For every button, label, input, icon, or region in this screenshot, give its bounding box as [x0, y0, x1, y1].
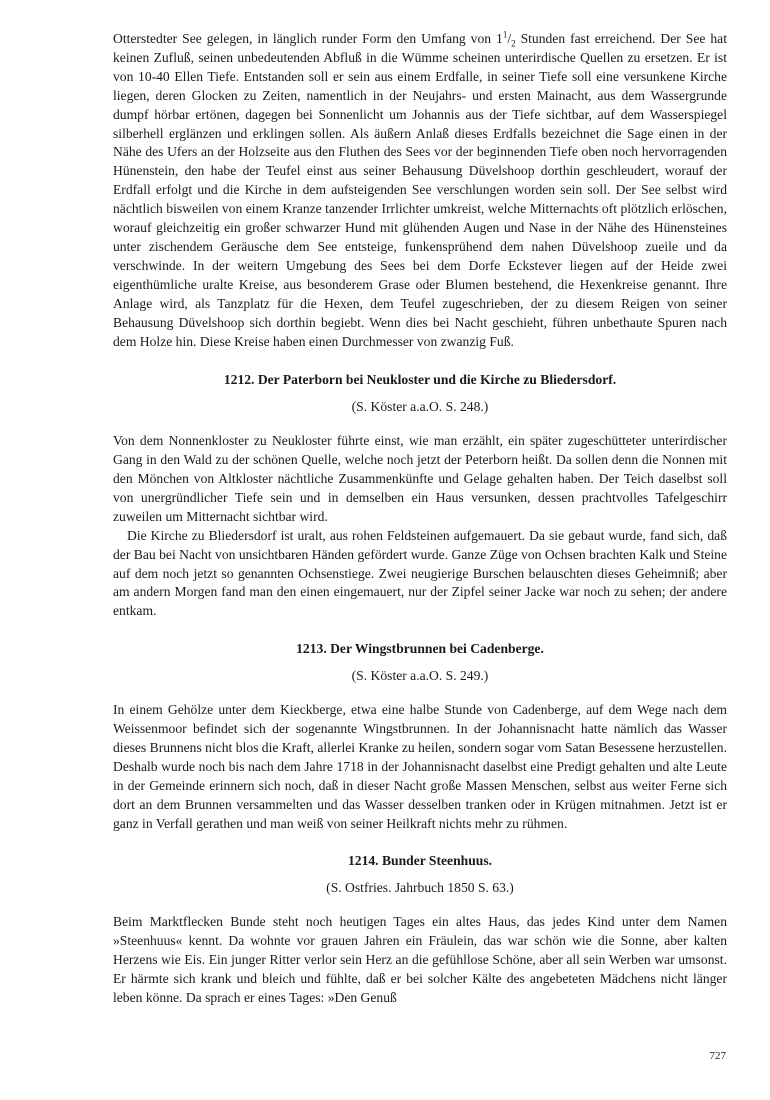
section-title-1214: 1214. Bunder Steenhuus.: [347, 853, 493, 869]
section-source-1212: (S. Köster a.a.O. S. 248.): [351, 399, 489, 415]
section-1213-paragraph-1: In einem Gehölze unter dem Kieckberge, etwa eine halbe Stunde von Cadenberge, auf dem Wege nach dem Weissenmoor befindet sich der sogenannte Wingstbrunnen. In der Johannisnacht hatte nämlich das Wasser dieses Brunnens nicht blos die Kraft, allerlei Kranke zu heilen, sondern sogar vom Satan Besessene herzustellen. Deshalb wurde noch bis nach dem Jahre 1718 in der Johannisnacht daselbst eine Predigt gehalten und alte Leute in der Gemeinde erinnern sich noch, daß in dieser Nacht große Massen Menschen, selbst aus weiter Ferne sich dort an dem Brunnen versammelten und das Wasser desselben tranken oder in Krügen mitnahmen. Jetzt ist er ganz in Verfall gerathen und man weiß von seiner Heilkraft nichts mehr zu rühmen.: [113, 702, 727, 831]
fraction-slash: /: [507, 31, 512, 46]
section-1212-paragraph-2: Die Kirche zu Bliedersdorf ist uralt, aus rohen Feldsteinen aufgemauert. Da sie gebaut wurde, fand sich, daß der Bau bei Nacht von unsichtbaren Händen gefördert wurde. Ganze Züge von Ochsen brachten Kalk und Steine auf dem noch jetzt so genannten Ochsenstiege. Zwei neugierige Burschen belauschten dieses Geheimniß; aber am andern Morgen fand man den einen eingemauert, nur der Zipfel seiner Jacke war noch zu sehen; der andere entkam.: [113, 527, 727, 619]
section-source-1213: (S. Köster a.a.O. S. 249.): [351, 668, 489, 684]
section-1212-paragraph-1: Von dem Nonnenkloster zu Neukloster führte einst, wie man erzählt, ein später zugeschütteter unterirdischer Gang in den Wald zu der schönen Quelle, welche noch jetzt der Peterborn heißt. Da sollen denn die Nonnen mit den Mönchen von Altkloster nächtliche Zusammenkünfte und Gelage gehalten haben. Der Teich daselbst soll von unergründlicher Tiefe sein und in demselben ein Haus versunken, dessen prachtvolles Tafelgeschirr zuweilen um Mitternacht sichtbar wird.: [113, 433, 727, 524]
intro-paragraph: Otterstedter See gelegen, in länglich runder Form den Umfang von $1^1/_2$ Stunden fast erreichend. Der See hat keinen Zufluß, seinen unbedeutenden Abfluß in die Wümme scheinen unterirdische Quellen zu ersetzen. Er ist von 10-40 Ellen Tiefe. Entstanden soll er sein aus einem Erdfalle, in seiner Tiefe soll eine versunkene Kirche liegen, deren Glocken zu Zeiten, namentlich in der Neujahrs- und ersten Mainacht, aus dem Wassergrunde dumpf hörbar ertönen, dagegen bei Sonnenlicht um Johannis aus der Tiefe sichtbar, auf dem Wasserspiegel silberhell erglänzen und erklingen sollen. Als äußern Anlaß dieses Erdfalls bezeichnet die Sage einen in der Nähe des Ufers an der Holzseite aus den Fluthen des Sees vor der beginnenden Tiefe oben noch hervorragenden Hünenstein, den habe der Teufel einst aus seiner Behausung Düvelshoop dorthin geschleudert, worauf der Erdfall erfolgt und die Kirche in dem aufsteigenden See verschlungen worden sein soll. Der See selbst wird nächtlich bisweilen von einem Kranze tanzender Irrlichter umkreist, welche Mitternachts oft plötzlich erlöschen, worauf gleichzeitig ein großer schwarzer Hund mit glühenden Augen und Nase in der Nähe des Hünensteines unter zischendem Geräusche dem See entsteige, funkensprühend dem nahen Düvelshoop zueile und da verschwinde. In der weitern Umgebung des Sees bei dem Dorfe Eckstever liegen auf der Heide zwei eigenthümliche uralte Kreise, aus besonderem Grase oder Blumen bestehend, die Hexenkreise genannt. Ihre Anlage wird, als Tanzplatz für die Hexen, dem Teufel zugeschrieben, der zu diesem Reigen von seiner Behausung Düvelshoop sich dorthin begiebt. Wenn dies bei Nacht geschieht, führen unbethaute Spuren nach dem Holze hin. Diese Kreise haben einen Durchmesser von zwanzig Fuß.: [113, 29, 727, 349]
document-page: [113, 30, 727, 1008]
section-1214-paragraph-1: Beim Marktflecken Bunde steht noch heutigen Tages ein altes Haus, das jedes Kind unter dem Namen »Steenhuus« kennt. Da wohnte vor grauen Jahren ein Fräulein, das war schön wie die Sonne, aber kalten Herzens wie Eis. Ein junger Ritter verlor sein Herz an die gefühllose Schöne, aber all sein Werben war umsonst. Er härmte sich krank und bleich und fühlte, daß er bei solcher Kälte des angebeteten Mädchens nicht länger leben könne. Da sprach er eines Tages: »Den Genuß: [113, 914, 727, 1005]
page-number: 727: [709, 1050, 726, 1062]
fraction-denominator: 2: [511, 38, 516, 49]
fraction-numerator: 1: [502, 29, 508, 40]
section-title-1213: 1213. Der Wingstbrunnen bei Cadenberge.: [296, 641, 544, 657]
section-source-1214: (S. Ostfries. Jahrbuch 1850 S. 63.): [326, 880, 514, 896]
section-title-1212: 1212. Der Paterborn bei Neukloster und die Kirche zu Bliedersdorf.: [223, 372, 617, 388]
